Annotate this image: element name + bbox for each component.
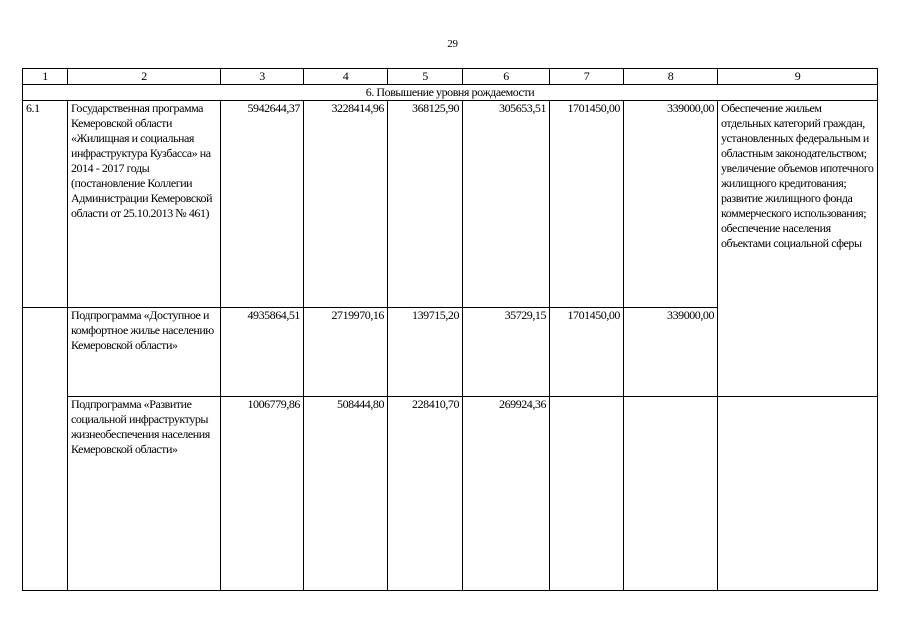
value-col-4: 508444,80: [304, 396, 388, 590]
column-header: 6: [463, 69, 550, 85]
column-header: 2: [68, 69, 221, 85]
program-name: Государственная программа Кемеровской области «Жилищная и социальная инфраструктура Кузбасса» на 2014 - 2017 годы (постановление Коллегии Администрации Кемеровской области от 25.10.2013 № 461): [68, 101, 221, 308]
row-code: [23, 308, 68, 591]
page-number: 29: [447, 38, 458, 50]
section-row: [23, 85, 878, 101]
column-header: 9: [718, 69, 878, 85]
value-col-8: 339000,00: [624, 101, 718, 308]
value-col-4: 2719970,16: [304, 308, 388, 397]
column-header: 5: [388, 69, 463, 85]
value-col-8: 339000,00: [624, 308, 718, 397]
value-col-6: 305653,51: [463, 101, 550, 308]
value-col-6: 269924,36: [463, 396, 550, 590]
column-header: 4: [304, 69, 388, 85]
column-header: 7: [550, 69, 624, 85]
value-col-3: 5942644,37: [221, 101, 304, 308]
value-col-7: 1701450,00: [550, 308, 624, 397]
value-col-8: [624, 396, 718, 590]
value-col-6: 35729,15: [463, 308, 550, 397]
value-col-5: 228410,70: [388, 396, 463, 590]
value-col-5: 139715,20: [388, 308, 463, 397]
value-col-3: 4935864,51: [221, 308, 304, 397]
program-name: Подпрограмма «Доступное и комфортное жилье населению Кемеровской области»: [68, 308, 221, 397]
value-col-7: 1701450,00: [550, 101, 624, 308]
value-col-5: 368125,90: [388, 101, 463, 308]
table-row: [23, 101, 878, 308]
expected-result: [718, 396, 878, 590]
program-name: Подпрограмма «Развитие социальной инфраструктуры жизнеобеспечения населения Кемеровской области»: [68, 396, 221, 590]
value-col-4: 3228414,96: [304, 101, 388, 308]
expected-result: Обеспечение жильем отдельных категорий граждан, установленных федеральным и областным законодательством; увеличение объемов ипотечного жилищного кредитования; развитие жилищного фонда коммерческого использования; обеспечение населения объектами социальной сферы: [718, 101, 878, 397]
column-header: 3: [221, 69, 304, 85]
table-header-row: [23, 69, 878, 85]
column-header: 8: [624, 69, 718, 85]
table-row: [23, 396, 878, 590]
row-code: 6.1: [23, 101, 68, 308]
section-title: 6. Повышение уровня рождаемости: [23, 85, 878, 101]
column-header: 1: [23, 69, 68, 85]
value-col-3: 1006779,86: [221, 396, 304, 590]
value-col-7: [550, 396, 624, 590]
data-table: [22, 68, 878, 591]
